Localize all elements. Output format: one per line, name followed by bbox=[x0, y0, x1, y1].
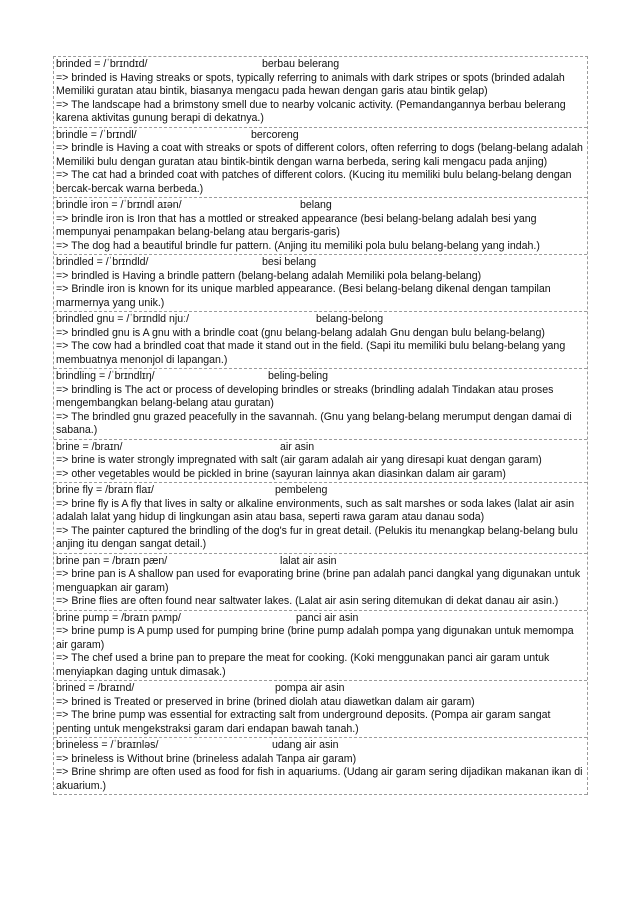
headword: brindling = /ˈbrɪndlɪŋ/ bbox=[56, 370, 155, 382]
entry-header bbox=[56, 129, 585, 143]
translation: belang-belong bbox=[316, 313, 384, 325]
translation: pembeleng bbox=[275, 484, 328, 496]
definition-line: => brine pump is A pump used for pumping brine (brine pump adalah pompa yang digunakan untuk memompa air garam) bbox=[56, 625, 574, 651]
example-line: => other vegetables would be pickled in brine (sayuran lainnya akan diasinkan dalam air garam) bbox=[56, 467, 506, 480]
example-line: => The cow had a brindled coat that made it stand out in the field. (Sapi itu memiliki bulu belang-belang yang membuatnya menonjol di lapangan.) bbox=[56, 340, 566, 366]
dictionary-entry bbox=[54, 738, 587, 795]
example-line: => The brine pump was essential for extracting salt from underground deposits. (Pompa air garam sangat penting untuk mengekstraksi garam dari endapan bawah tanah.) bbox=[56, 709, 551, 735]
definition-line: => brindled gnu is A gnu with a brindle coat (gnu belang-belang adalah Gnu dengan bulu belang-belang) bbox=[56, 326, 545, 339]
definition-line: => brindle is Having a coat with streaks or spots of different colors, often referring to dogs (belang-belang adalah Memiliki bulu dengan guratan atau bintik-bintik dengan warna berbeda, sering kali mengacu pada anjing) bbox=[56, 142, 583, 168]
entry-header bbox=[56, 441, 585, 455]
headword: brinded = /ˈbrɪndɪd/ bbox=[56, 58, 148, 70]
dictionary-entry bbox=[54, 483, 587, 554]
example-line: => The dog had a beautiful brindle fur pattern. (Anjing itu memiliki pola bulu belang-belang yang indah.) bbox=[56, 239, 540, 252]
entry-header bbox=[56, 555, 585, 569]
definition-line: => brine pan is A shallow pan used for evaporating brine (brine pan adalah panci dangkal yang digunakan untuk menguapkan air garam) bbox=[56, 568, 581, 594]
dictionary-entry bbox=[54, 611, 587, 682]
headword: brined = /braɪnd/ bbox=[56, 682, 135, 694]
example-line: => Brine shrimp are often used as food for fish in aquariums. (Udang air garam sering dijadikan makanan ikan di akuarium.) bbox=[56, 766, 583, 792]
entry-header bbox=[56, 484, 585, 498]
translation: lalat air asin bbox=[280, 554, 337, 567]
dictionary-entry bbox=[54, 312, 587, 369]
entry-header bbox=[56, 739, 585, 753]
translation: bercoreng bbox=[251, 128, 299, 141]
entry-header bbox=[56, 612, 585, 626]
headword: brindled gnu = /ˈbrɪndld njuː/ bbox=[56, 313, 190, 325]
entry-header bbox=[56, 256, 585, 270]
dictionary-entry bbox=[54, 128, 587, 199]
example-line: => The landscape had a brimstony smell due to nearby volcanic activity. (Pemandangannya berbau belerang karena aktivitas gunung berapi di dekatnya.) bbox=[56, 98, 566, 124]
translation: beling-beling bbox=[268, 370, 329, 382]
dictionary-entry bbox=[54, 440, 587, 484]
headword: brineless = /ˈbraɪnləs/ bbox=[56, 739, 159, 751]
example-line: => Brindle iron is known for its unique marbled appearance. (Besi belang-belang dikenal dengan tampilan marmernya yang unik.) bbox=[56, 283, 551, 309]
translation: belang bbox=[300, 199, 332, 211]
example-line: => The painter captured the brindling of the dog's fur in great detail. (Pelukis itu menangkap belang-belang bulu anjing itu dengan sangat detail.) bbox=[56, 524, 578, 550]
entry-header bbox=[56, 313, 585, 327]
dictionary-sheet bbox=[53, 56, 588, 795]
definition-line: => brinded is Having streaks or spots, typically referring to animals with dark stripes or spots (brinded adalah Memiliki guratan atau bintik, biasanya mengacu pada hewan dengan garis atau bintik gelap) bbox=[56, 71, 565, 97]
headword: brine pump = /braɪn pʌmp/ bbox=[56, 611, 181, 624]
translation: besi belang bbox=[262, 256, 317, 268]
entry-header bbox=[56, 370, 585, 384]
example-line: => The chef used a brine pan to prepare the meat for cooking. (Koki menggunakan panci air garam untuk menyiapkan daging untuk dimasak.) bbox=[56, 652, 550, 678]
entry-header bbox=[56, 58, 585, 72]
headword: brindle = /ˈbrɪndl/ bbox=[56, 128, 137, 141]
definition-line: => brined is Treated or preserved in brine (brined diolah atau diawetkan dalam air garam) bbox=[56, 695, 475, 708]
example-line: => Brine flies are often found near saltwater lakes. (Lalat air asin sering ditemukan di dekat danau air asin.) bbox=[56, 595, 559, 607]
entry-header bbox=[56, 199, 585, 213]
definition-line: => brine is water strongly impregnated with salt (air garam adalah air yang diresapi kuat dengan garam) bbox=[56, 454, 542, 466]
definition-line: => brindling is The act or process of developing brindles or streaks (brindling adalah Tindakan atau proses mengembangkan belang-belang atau guratan) bbox=[56, 383, 554, 409]
dictionary-entry bbox=[54, 369, 587, 440]
dictionary-entry bbox=[54, 57, 587, 128]
translation: pompa air asin bbox=[275, 682, 345, 694]
headword: brine fly = /braɪn flaɪ/ bbox=[56, 484, 154, 496]
definition-line: => brineless is Without brine (brineless adalah Tanpa air garam) bbox=[56, 752, 357, 765]
dictionary-entry bbox=[54, 255, 587, 312]
translation: air asin bbox=[280, 440, 315, 453]
example-line: => The cat had a brinded coat with patches of different colors. (Kucing itu memiliki bulu belang-belang dengan bercak-bercak warna berbeda.) bbox=[56, 169, 572, 195]
definition-line: => brindled is Having a brindle pattern (belang-belang adalah Memiliki pola belang-belang) bbox=[56, 269, 482, 282]
dictionary-entry bbox=[54, 198, 587, 255]
headword: brindle iron = /ˈbrɪndl aɪən/ bbox=[56, 199, 182, 211]
headword: brindled = /ˈbrɪndld/ bbox=[56, 256, 149, 268]
definition-line: => brine fly is A fly that lives in salty or alkaline environments, such as salt marshes or soda lakes (lalat air asin adalah lalat yang hidup di lingkungan asin atau basa, seperti rawa garam atau danau soda) bbox=[56, 497, 575, 523]
definition-line: => brindle iron is Iron that has a mottled or streaked appearance (besi belang-belang adalah besi yang mempunyai penampakan belang-belang atau bergaris-garis) bbox=[56, 212, 537, 238]
dictionary-entry bbox=[54, 554, 587, 611]
headword: brine = /braɪn/ bbox=[56, 440, 123, 453]
entry-header bbox=[56, 682, 585, 696]
translation: panci air asin bbox=[296, 611, 359, 624]
translation: udang air asin bbox=[272, 739, 339, 751]
dictionary-entry bbox=[54, 681, 587, 738]
example-line: => The brindled gnu grazed peacefully in the savannah. (Gnu yang belang-belang merumput dengan damai di sabana.) bbox=[56, 410, 572, 436]
headword: brine pan = /braɪn pæn/ bbox=[56, 554, 168, 567]
translation: berbau belerang bbox=[262, 58, 340, 70]
